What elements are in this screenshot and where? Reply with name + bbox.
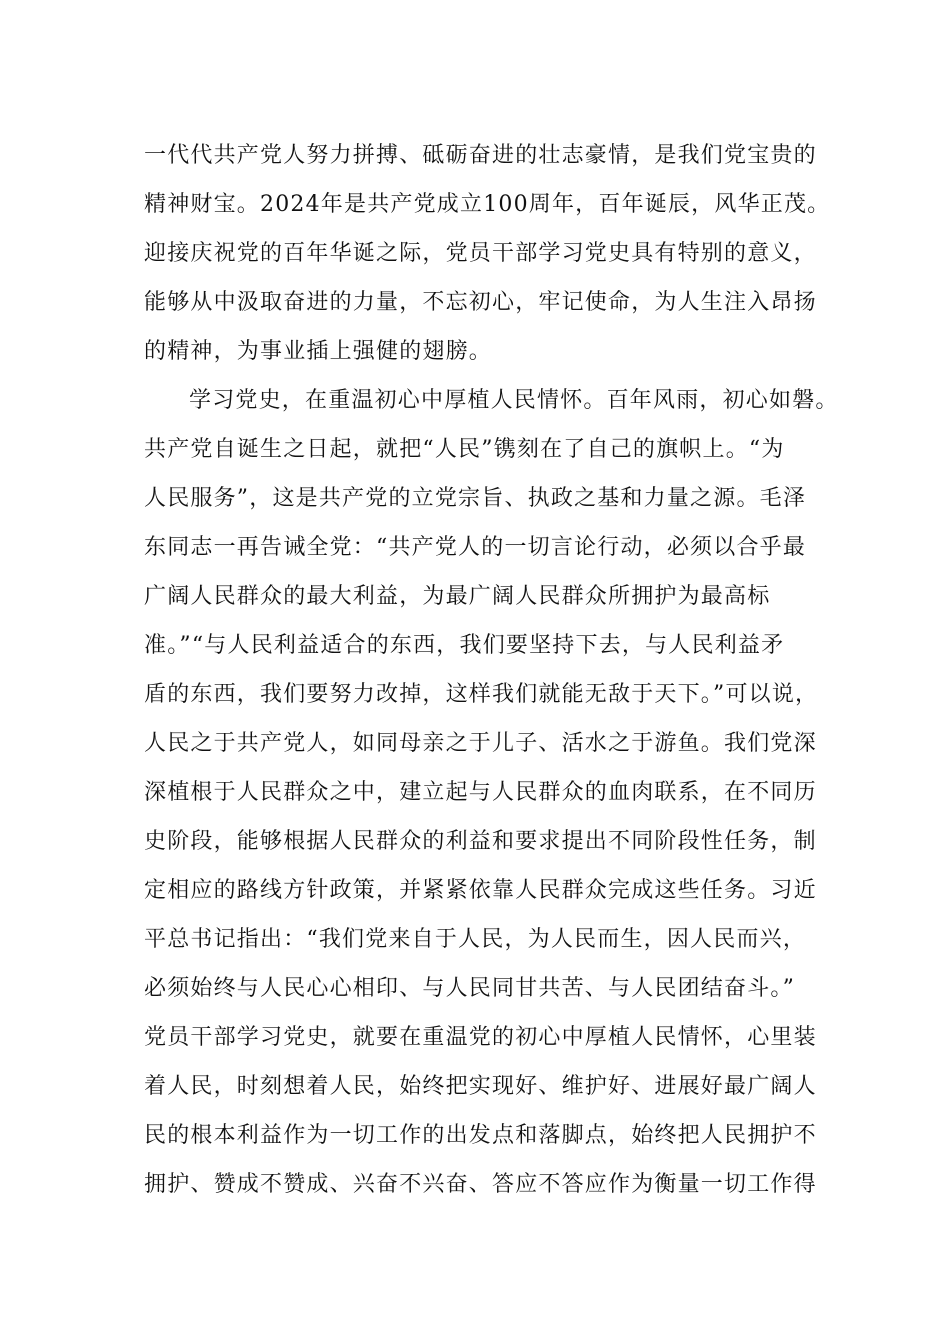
text-line: 准。”“与人民利益适合的东西，我们要坚持下去，与人民利益矛	[144, 633, 785, 658]
text-line: 平总书记指出：“我们党来自于人民，为人民而生，因人民而兴，	[144, 927, 807, 952]
text-line: 必须始终与人民心心相印、与人民同甘共苦、与人民团结奋斗。”	[144, 976, 796, 1001]
text-line: 史阶段，能够根据人民群众的利益和要求提出不同阶段性任务，制	[144, 829, 817, 854]
text-line: 着人民，时刻想着人民，始终把实现好、维护好、进展好最广阔人	[144, 1074, 817, 1099]
text-line: 盾的东西，我们要努力改掉，这样我们就能无敌于天下。”可以说，	[144, 682, 819, 707]
text-line: 一代代共产党人努力拼搏、砥砺奋进的壮志豪情，是我们党宝贵的	[144, 143, 817, 168]
text-line: 民的根本利益作为一切工作的出发点和落脚点，始终把人民拥护不	[144, 1123, 817, 1148]
text-line: 迎接庆祝党的百年华诞之际，党员干部学习党史具有特别的意义，	[144, 241, 817, 266]
text-line: 能够从中汲取奋进的力量，不忘初心，牢记使命，为人生注入昂扬	[144, 290, 817, 315]
text-line: 党员干部学习党史，就要在重温党的初心中厚植人民情怀，心里装	[144, 1025, 817, 1050]
text-line: 深植根于人民群众之中，建立起与人民群众的血肉联系，在不同历	[144, 780, 817, 805]
paragraph-1	[144, 131, 831, 376]
text-line: 的精神，为事业插上强健的翅膀。	[144, 339, 493, 364]
text-line: 人民服务”，这是共产党的立党宗旨、执政之基和力量之源。毛泽	[144, 486, 807, 511]
text-line: 共产党自诞生之日起，就把“人民”镌刻在了自己的旗帜上。“为	[144, 437, 785, 462]
text-line: 定相应的路线方针政策，并紧紧依靠人民群众完成这些任务。习近	[144, 878, 817, 903]
text-line: 广阔人民群众的最大利益，为最广阔人民群众所拥护为最高标	[144, 584, 771, 609]
text-line: 精神财宝。2024年是共产党成立100周年，百年诞辰，风华正茂。	[144, 192, 831, 217]
text-line: 人民之于共产党人，如同母亲之于儿子、活水之于游鱼。我们党深	[144, 731, 817, 756]
paragraph-2	[144, 376, 839, 1209]
text-line-indented: 学习党史，在重温初心中厚植人民情怀。百年风雨，初心如磐。	[189, 388, 839, 413]
text-line: 东同志一再告诫全党：“共产党人的一切言论行动，必须以合乎最	[144, 535, 807, 560]
body-text	[144, 131, 839, 1209]
text-line: 拥护、赞成不赞成、兴奋不兴奋、答应不答应作为衡量一切工作得	[144, 1172, 817, 1197]
